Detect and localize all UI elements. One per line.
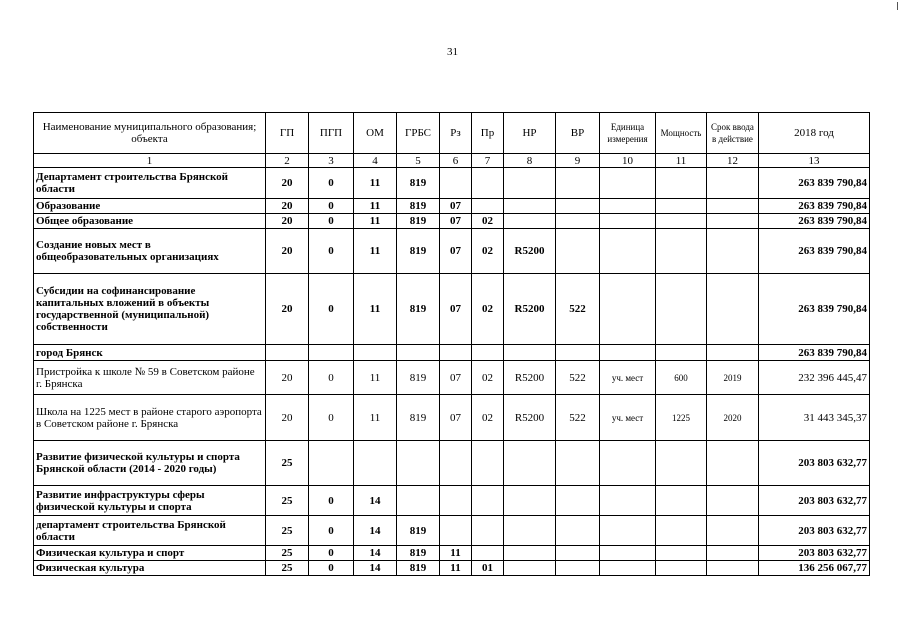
row-grbs — [397, 441, 440, 486]
column-number: 5 — [397, 154, 440, 168]
row-nr: R5200 — [504, 274, 556, 345]
row-name: Физическая культура и спорт — [34, 546, 266, 561]
row-vr — [556, 229, 600, 274]
row-grbs: 819 — [397, 361, 440, 395]
row-pr: 02 — [472, 274, 504, 345]
table-row — [34, 214, 870, 229]
row-grbs: 819 — [397, 168, 440, 199]
header-name: Наименование муниципального образования; объекта — [34, 113, 266, 154]
row-pgp: 0 — [309, 361, 354, 395]
row-om: 11 — [354, 214, 397, 229]
row-pr: 02 — [472, 214, 504, 229]
row-power: 1225 — [656, 395, 707, 441]
row-rz: 07 — [440, 199, 472, 214]
row-pr — [472, 486, 504, 516]
row-amount: 263 839 790,84 — [759, 229, 870, 274]
row-unit — [600, 199, 656, 214]
row-unit: уч. мест — [600, 361, 656, 395]
row-name: Физическая культура — [34, 561, 266, 576]
row-grbs: 819 — [397, 546, 440, 561]
row-gp: 25 — [266, 441, 309, 486]
row-rz — [440, 168, 472, 199]
table-row — [34, 395, 870, 441]
row-rz — [440, 516, 472, 546]
row-unit — [600, 214, 656, 229]
row-term — [707, 546, 759, 561]
row-om: 14 — [354, 546, 397, 561]
table-row — [34, 345, 870, 361]
row-name: Субсидии на софинансирование капитальных вложений в объекты государственной (муниципальной) собственности — [34, 274, 266, 345]
row-om: 11 — [354, 395, 397, 441]
row-power — [656, 486, 707, 516]
row-name: Развитие инфраструктуры сферы физической культуры и спорта — [34, 486, 266, 516]
row-power — [656, 561, 707, 576]
row-vr — [556, 441, 600, 486]
row-pr: 02 — [472, 361, 504, 395]
row-term — [707, 516, 759, 546]
row-pgp: 0 — [309, 516, 354, 546]
row-vr — [556, 168, 600, 199]
edge-mark — [897, 2, 898, 10]
column-number: 13 — [759, 154, 870, 168]
column-number: 12 — [707, 154, 759, 168]
row-unit — [600, 546, 656, 561]
column-number: 8 — [504, 154, 556, 168]
row-gp: 20 — [266, 395, 309, 441]
row-name: Создание новых мест в общеобразовательных организациях — [34, 229, 266, 274]
row-vr: 522 — [556, 395, 600, 441]
header-pr: Пр — [472, 113, 504, 154]
row-grbs: 819 — [397, 229, 440, 274]
row-nr: R5200 — [504, 361, 556, 395]
row-om: 14 — [354, 516, 397, 546]
row-nr — [504, 199, 556, 214]
table-body — [34, 168, 870, 576]
row-name: Общее образование — [34, 214, 266, 229]
row-rz: 11 — [440, 546, 472, 561]
table-row — [34, 486, 870, 516]
row-amount: 203 803 632,77 — [759, 516, 870, 546]
row-pr — [472, 546, 504, 561]
row-unit — [600, 274, 656, 345]
row-pgp: 0 — [309, 199, 354, 214]
row-gp: 20 — [266, 361, 309, 395]
row-power — [656, 199, 707, 214]
row-rz — [440, 486, 472, 516]
row-rz: 07 — [440, 229, 472, 274]
row-pgp: 0 — [309, 486, 354, 516]
table-row — [34, 546, 870, 561]
row-rz: 07 — [440, 274, 472, 345]
row-power — [656, 214, 707, 229]
row-rz: 07 — [440, 361, 472, 395]
column-number: 7 — [472, 154, 504, 168]
row-nr — [504, 214, 556, 229]
header-om: ОМ — [354, 113, 397, 154]
row-pgp: 0 — [309, 561, 354, 576]
row-gp: 20 — [266, 274, 309, 345]
row-name: Развитие физической культуры и спорта Брянской области (2014 - 2020 годы) — [34, 441, 266, 486]
row-vr: 522 — [556, 361, 600, 395]
row-gp: 20 — [266, 214, 309, 229]
row-om: 11 — [354, 361, 397, 395]
row-om: 11 — [354, 229, 397, 274]
row-rz — [440, 441, 472, 486]
row-amount: 203 803 632,77 — [759, 546, 870, 561]
column-number: 9 — [556, 154, 600, 168]
row-grbs: 819 — [397, 274, 440, 345]
row-pr — [472, 345, 504, 361]
row-unit — [600, 168, 656, 199]
header-rz: Рз — [440, 113, 472, 154]
row-vr — [556, 486, 600, 516]
row-power — [656, 274, 707, 345]
row-nr: R5200 — [504, 395, 556, 441]
row-amount: 203 803 632,77 — [759, 486, 870, 516]
row-nr — [504, 516, 556, 546]
row-nr — [504, 486, 556, 516]
column-number: 3 — [309, 154, 354, 168]
column-number: 6 — [440, 154, 472, 168]
row-grbs: 819 — [397, 395, 440, 441]
header-grbs: ГРБС — [397, 113, 440, 154]
row-term — [707, 486, 759, 516]
row-term — [707, 199, 759, 214]
row-power — [656, 441, 707, 486]
row-vr: 522 — [556, 274, 600, 345]
row-power — [656, 229, 707, 274]
row-pr: 02 — [472, 395, 504, 441]
row-amount: 263 839 790,84 — [759, 199, 870, 214]
row-om: 11 — [354, 199, 397, 214]
row-term — [707, 561, 759, 576]
row-name: Образование — [34, 199, 266, 214]
row-nr: R5200 — [504, 229, 556, 274]
row-term — [707, 345, 759, 361]
row-rz: 07 — [440, 214, 472, 229]
row-grbs: 819 — [397, 561, 440, 576]
row-grbs — [397, 486, 440, 516]
row-om: 11 — [354, 274, 397, 345]
row-om: 11 — [354, 168, 397, 199]
row-term — [707, 214, 759, 229]
header-unit: Единица измерения — [600, 113, 656, 154]
row-term — [707, 274, 759, 345]
row-unit — [600, 229, 656, 274]
row-amount: 31 443 345,37 — [759, 395, 870, 441]
row-power — [656, 345, 707, 361]
row-term — [707, 168, 759, 199]
header-term: Срок ввода в действие — [707, 113, 759, 154]
row-gp: 20 — [266, 199, 309, 214]
column-number: 11 — [656, 154, 707, 168]
row-rz: 11 — [440, 561, 472, 576]
row-gp: 25 — [266, 486, 309, 516]
row-unit — [600, 345, 656, 361]
header-power: Мощность — [656, 113, 707, 154]
row-grbs — [397, 345, 440, 361]
row-rz — [440, 345, 472, 361]
row-nr — [504, 441, 556, 486]
table-row — [34, 561, 870, 576]
page-number: 31 — [447, 46, 458, 58]
row-vr — [556, 199, 600, 214]
table-row — [34, 229, 870, 274]
row-om — [354, 345, 397, 361]
row-grbs: 819 — [397, 516, 440, 546]
row-nr — [504, 345, 556, 361]
row-gp: 20 — [266, 229, 309, 274]
row-amount: 203 803 632,77 — [759, 441, 870, 486]
row-pgp: 0 — [309, 274, 354, 345]
row-amount: 263 839 790,84 — [759, 168, 870, 199]
row-name: Пристройка к школе № 59 в Советском районе г. Брянска — [34, 361, 266, 395]
row-name: департамент строительства Брянской области — [34, 516, 266, 546]
row-om: 14 — [354, 561, 397, 576]
row-unit — [600, 516, 656, 546]
column-number: 4 — [354, 154, 397, 168]
row-amount: 263 839 790,84 — [759, 274, 870, 345]
header-row — [34, 113, 870, 154]
row-grbs: 819 — [397, 214, 440, 229]
table-row — [34, 361, 870, 395]
row-pgp: 0 — [309, 546, 354, 561]
column-number: 2 — [266, 154, 309, 168]
row-gp: 25 — [266, 561, 309, 576]
row-pr: 01 — [472, 561, 504, 576]
row-unit — [600, 561, 656, 576]
header-vr: ВР — [556, 113, 600, 154]
row-gp: 25 — [266, 546, 309, 561]
header-year: 2018 год — [759, 113, 870, 154]
row-pgp — [309, 441, 354, 486]
row-vr — [556, 214, 600, 229]
row-om — [354, 441, 397, 486]
row-amount: 232 396 445,47 — [759, 361, 870, 395]
row-pr: 02 — [472, 229, 504, 274]
row-term — [707, 229, 759, 274]
table-row — [34, 441, 870, 486]
row-pgp: 0 — [309, 395, 354, 441]
row-term: 2020 — [707, 395, 759, 441]
row-power — [656, 168, 707, 199]
row-nr — [504, 546, 556, 561]
row-pr — [472, 168, 504, 199]
row-pgp: 0 — [309, 168, 354, 199]
row-pgp: 0 — [309, 214, 354, 229]
row-pr — [472, 199, 504, 214]
header-nr: НР — [504, 113, 556, 154]
row-gp: 20 — [266, 168, 309, 199]
row-unit: уч. мест — [600, 395, 656, 441]
row-vr — [556, 546, 600, 561]
row-om: 14 — [354, 486, 397, 516]
table-row — [34, 168, 870, 199]
row-name: Департамент строительства Брянской области — [34, 168, 266, 199]
row-power — [656, 516, 707, 546]
row-nr — [504, 168, 556, 199]
row-pr — [472, 516, 504, 546]
row-amount: 263 839 790,84 — [759, 214, 870, 229]
budget-table — [33, 112, 870, 576]
row-grbs: 819 — [397, 199, 440, 214]
row-name: Школа на 1225 мест в районе старого аэропорта в Советском районе г. Брянска — [34, 395, 266, 441]
row-power: 600 — [656, 361, 707, 395]
row-name: город Брянск — [34, 345, 266, 361]
row-pgp — [309, 345, 354, 361]
row-unit — [600, 486, 656, 516]
row-term — [707, 441, 759, 486]
row-nr — [504, 561, 556, 576]
row-gp — [266, 345, 309, 361]
row-pgp: 0 — [309, 229, 354, 274]
row-vr — [556, 345, 600, 361]
row-gp: 25 — [266, 516, 309, 546]
row-power — [656, 546, 707, 561]
column-number: 10 — [600, 154, 656, 168]
table-row — [34, 516, 870, 546]
row-pr — [472, 441, 504, 486]
column-number-row — [34, 154, 870, 168]
column-number: 1 — [34, 154, 266, 168]
row-term: 2019 — [707, 361, 759, 395]
table-row — [34, 199, 870, 214]
row-amount: 263 839 790,84 — [759, 345, 870, 361]
row-vr — [556, 561, 600, 576]
header-gp: ГП — [266, 113, 309, 154]
header-pgp: ПГП — [309, 113, 354, 154]
table-row — [34, 274, 870, 345]
row-vr — [556, 516, 600, 546]
row-unit — [600, 441, 656, 486]
row-amount: 136 256 067,77 — [759, 561, 870, 576]
row-rz: 07 — [440, 395, 472, 441]
